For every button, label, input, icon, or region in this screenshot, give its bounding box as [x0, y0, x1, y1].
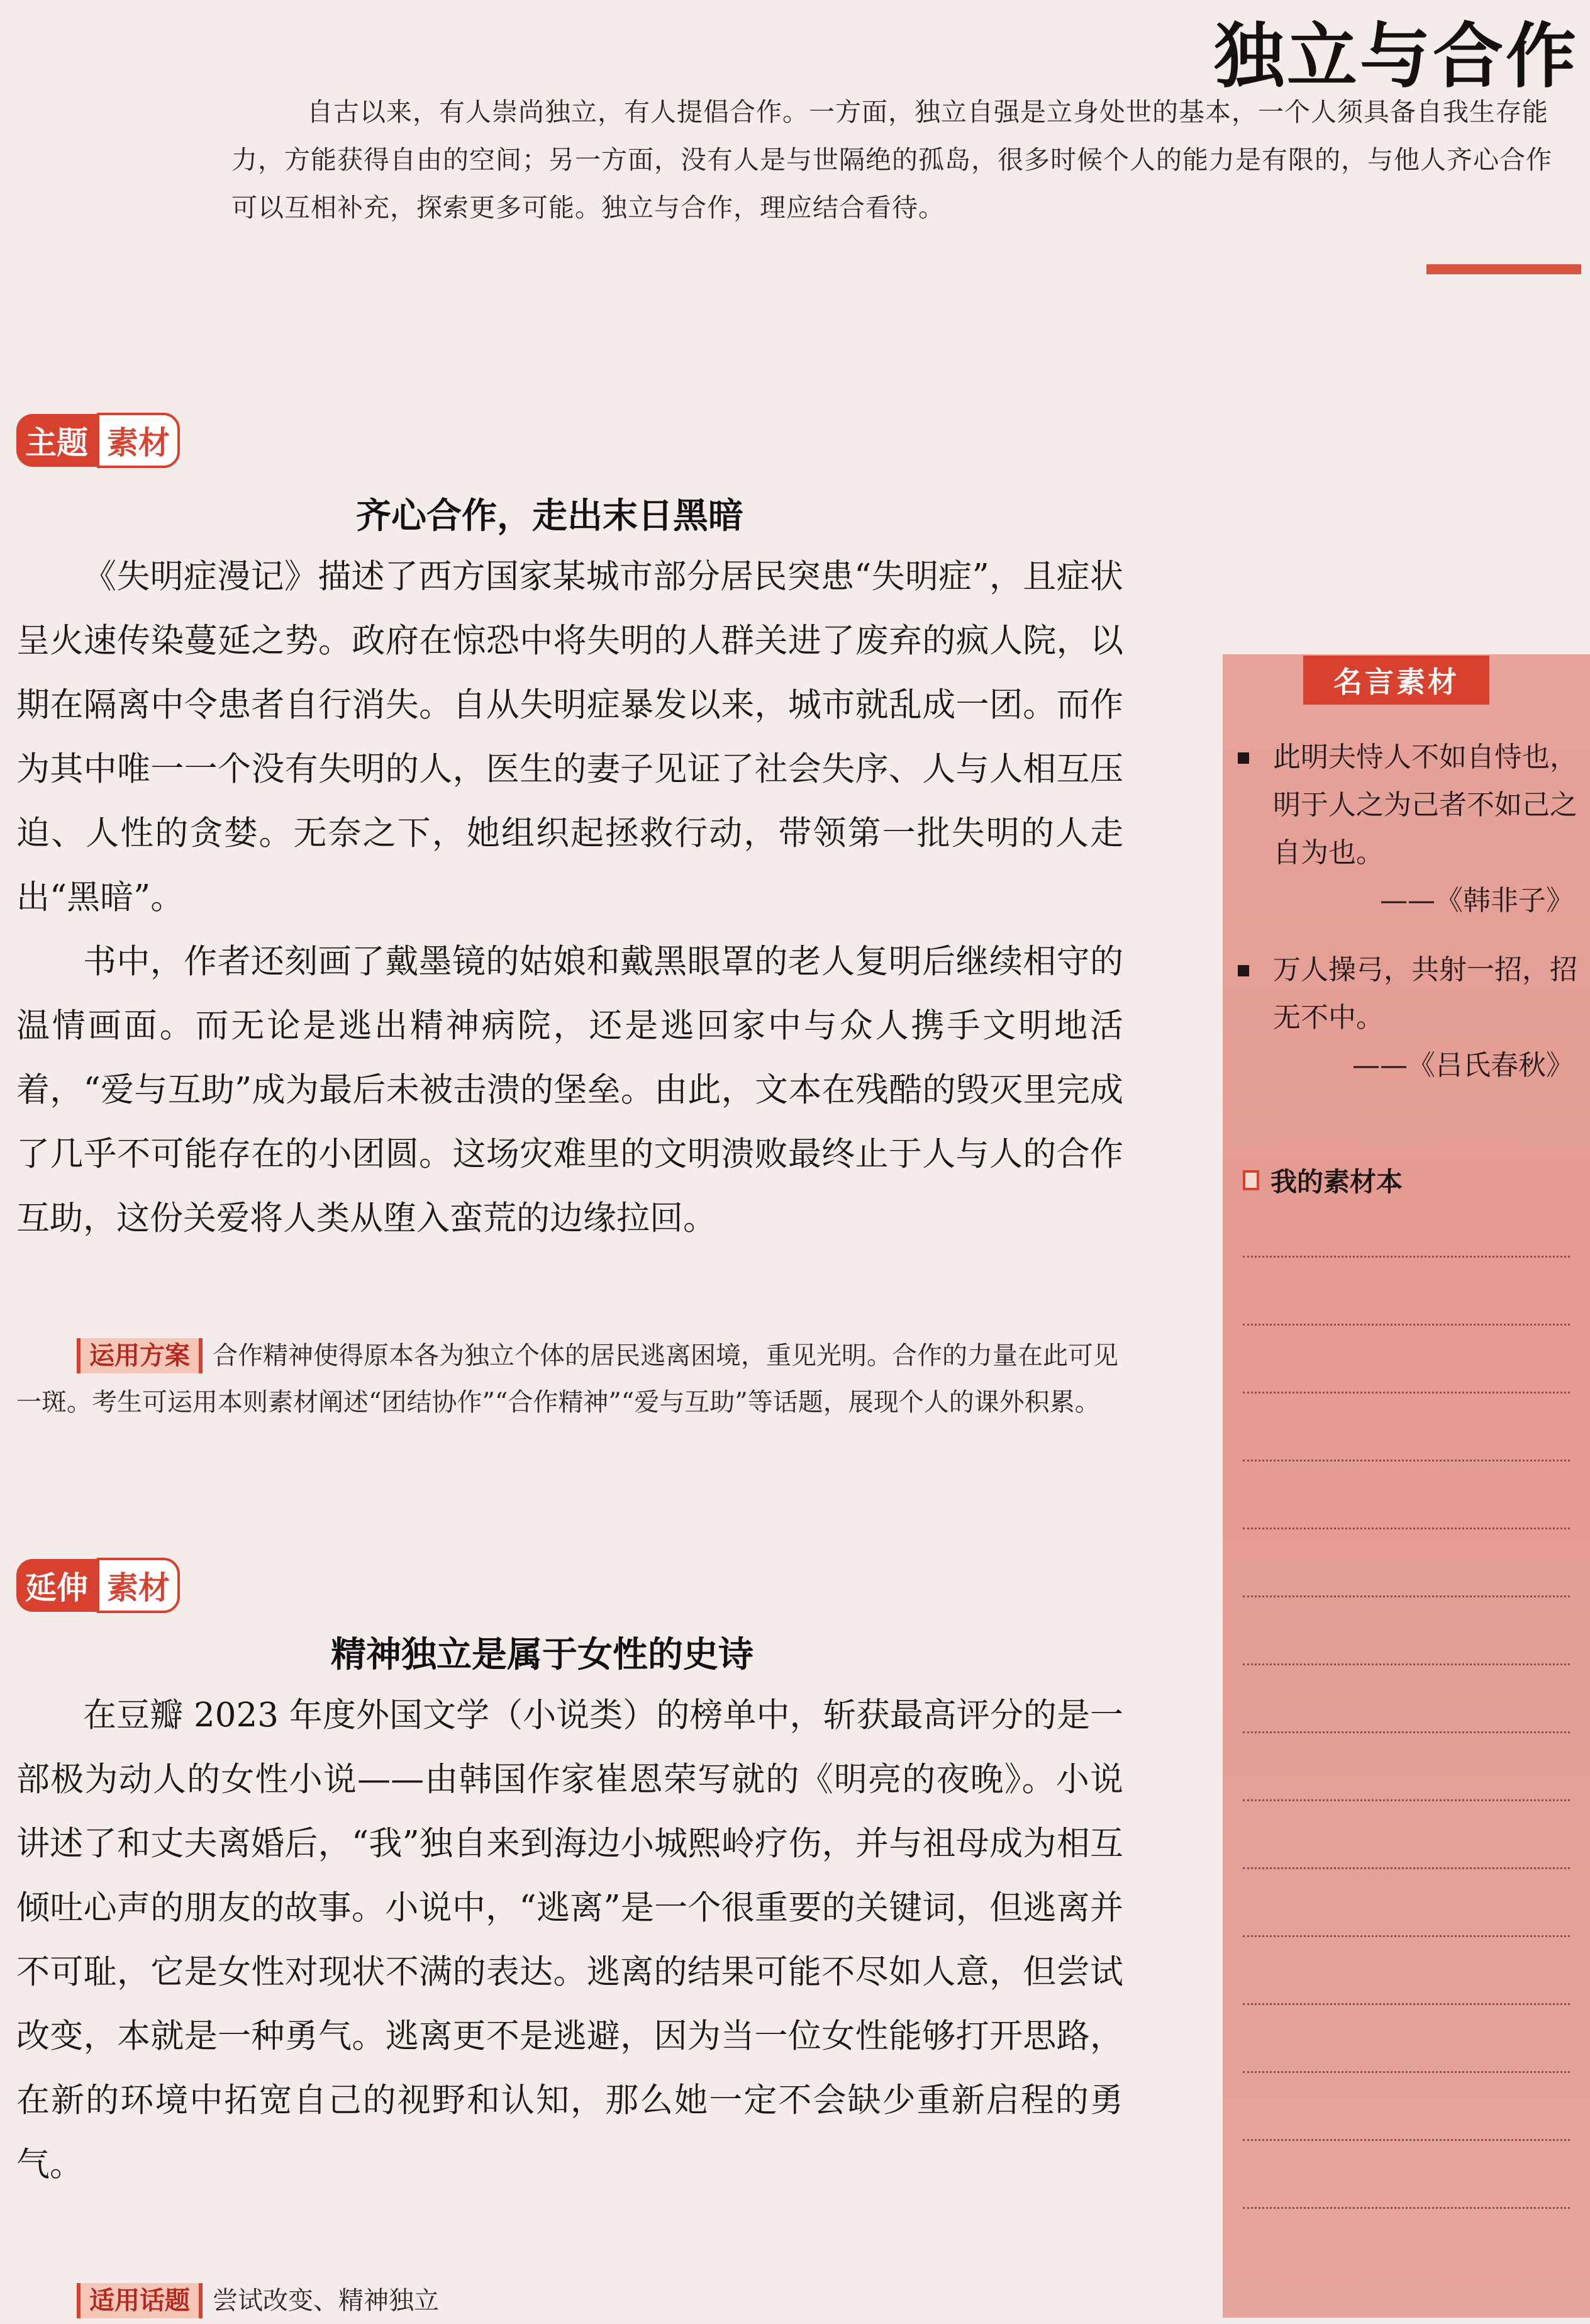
writing-line	[1243, 1460, 1570, 1461]
bullet-icon	[1238, 752, 1249, 764]
notebook-label: 我的素材本	[1270, 1166, 1403, 1197]
usage-plan-text: 合作精神使得原本各为独立个体的居民逃离困境，重见光明。合作的力量在此可见一斑。考生可运用本则素材阐述“团结协作”“合作精神”“爱与互助”等话题，展现个人的课外积累。	[16, 1341, 1118, 1417]
theme-material-tag	[16, 413, 180, 468]
notebook-icon	[1243, 1170, 1259, 1190]
writing-line	[1243, 2207, 1570, 2209]
writing-line	[1243, 1799, 1570, 1801]
writing-line	[1243, 2003, 1570, 2005]
section2-paragraph-1: 在豆瓣 2023 年度外国文学（小说类）的榜单中，斩获最高评分的是一部极为动人的女性小说——由韩国作家崔恩荣写就的《明亮的夜晚》。小说讲述了和丈夫离婚后，“我”独自来到海边小城熙岭疗伤，并与祖母成为相互倾吐心声的朋友的故事。小说中，“逃离”是一个很重要的关键词，但逃离并不可耻，它是女性对现状不满的表达。逃离的结果可能不尽如人意，但尝试改变，本就是一种勇气。逃离更不是逃避，因为当一位女性能够打开思路，在新的环境中拓宽自己的视野和认知，那么她一定不会缺少重新启程的勇气。	[16, 1696, 1123, 2184]
quote-text: 此明夫恃人不如自恃也，明于人之为己者不如己之自为也。	[1273, 741, 1577, 869]
section2-body	[16, 1684, 1123, 2197]
tag-part-b: 素材	[97, 413, 180, 468]
intro-paragraph: 自古以来，有人崇尚独立，有人提倡合作。一方面，独立自强是立身处世的基本，一个人须具备自我生存能力，方能获得自由的空间；另一方面，没有人是与世隔绝的孤岛，很多时候个人的能力是有限的，与他人齐心合作可以互相补充，探索更多可能。独立与合作，理应结合看待。	[231, 97, 1552, 223]
section1-paragraph-1: 《失明症漫记》描述了西方国家某城市部分居民突患“失明症”，且症状呈火速传染蔓延之势。政府在惊恐中将失明的人群关进了废弃的疯人院，以期在隔离中令患者自行消失。自从失明症暴发以来，城市就乱成一团。而作为其中唯一一个没有失明的人，医生的妻子见证了社会失序、人与人相互压迫、人性的贪婪。无奈之下，她组织起拯救行动，带领第一批失明的人走出“黑暗”。	[16, 557, 1123, 917]
topic-text: 尝试改变、精神独立	[213, 2286, 439, 2315]
topic-label: 适用话题	[77, 2283, 203, 2318]
quote-source: ——《韩非子》	[1380, 885, 1574, 917]
section2-note	[16, 2277, 1130, 2324]
writing-line	[1243, 2139, 1570, 2141]
page-title: 独立与合作	[1214, 16, 1579, 98]
writing-line	[1243, 1731, 1570, 1733]
writing-line	[1243, 1324, 1570, 1326]
writing-line	[1243, 2071, 1570, 2073]
quote-item	[1238, 734, 1577, 925]
tag-part-a: 主题	[16, 414, 97, 467]
extended-material-tag	[16, 1558, 180, 1613]
section1-body	[16, 545, 1123, 1251]
writing-line	[1243, 1867, 1570, 1869]
writing-line	[1243, 1392, 1570, 1394]
section1-paragraph-2: 书中，作者还刻画了戴墨镜的姑娘和戴黑眼罩的老人复明后继续相守的温情画面。而无论是逃出精神病院，还是逃回家中与众人携手文明地活着，“爱与互助”成为最后未被击溃的堡垒。由此，文本在残酷的毁灭里完成了几乎不可能存在的小团圆。这场灾难里的文明溃败最终止于人与人的合作互助，这份关爱将人类从堕入蛮荒的边缘拉回。	[16, 942, 1123, 1237]
title-rule	[1426, 264, 1581, 274]
quote-text: 万人操弓，共射一招，招无不中。	[1273, 954, 1577, 1034]
quote-item	[1238, 946, 1577, 1090]
writing-line	[1243, 1935, 1570, 1937]
notebook-heading	[1243, 1161, 1403, 1199]
writing-line	[1243, 1595, 1570, 1597]
usage-plan-label: 运用方案	[77, 1338, 203, 1373]
writing-line	[1243, 1528, 1570, 1529]
section1-note	[16, 1332, 1130, 1426]
tag-part-b: 素材	[97, 1558, 180, 1613]
bullet-icon	[1238, 965, 1249, 976]
section1-title: 齐心合作，走出末日黑暗	[356, 496, 743, 537]
quote-source: ——《吕氏春秋》	[1352, 1049, 1574, 1081]
tag-part-a: 延伸	[16, 1559, 97, 1612]
writing-line	[1243, 1663, 1570, 1665]
section2-title: 精神独立是属于女性的史诗	[331, 1634, 753, 1675]
writing-line	[1243, 1256, 1570, 1258]
quotes-tag: 名言素材	[1303, 656, 1489, 705]
